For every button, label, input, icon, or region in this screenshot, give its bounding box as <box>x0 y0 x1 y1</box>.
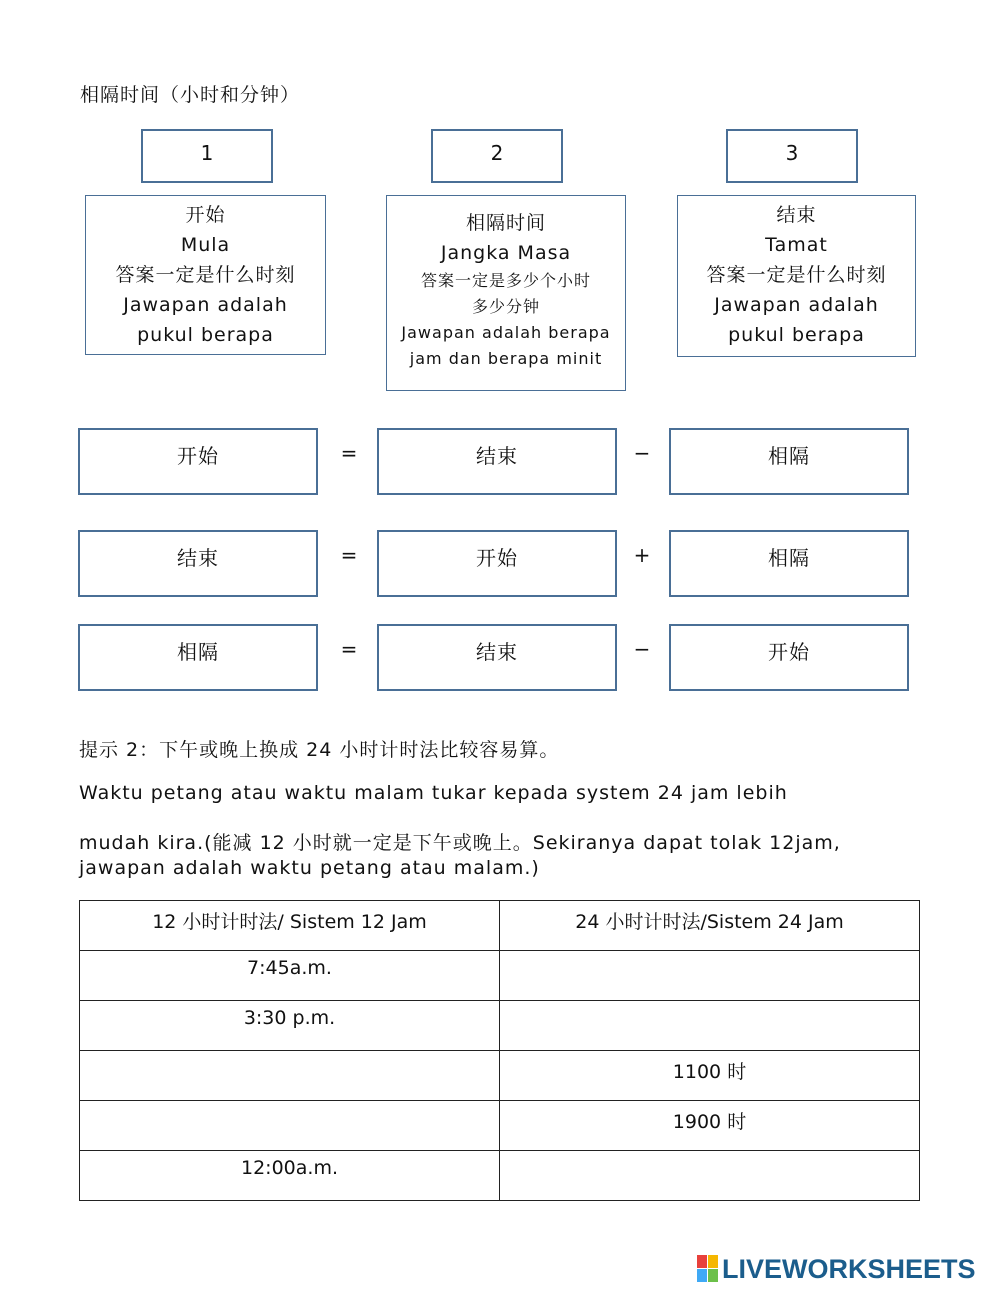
formula-1-b: 相隔 <box>669 428 909 495</box>
card-line: pukul berapa <box>728 324 865 346</box>
formula-1-operator: − <box>633 441 651 465</box>
card-line: 答案一定是什么时刻 <box>115 264 296 286</box>
card-line: 多少分钟 <box>471 297 540 316</box>
card-line: 答案一定是多少个小时 <box>420 271 591 290</box>
card-line: Jangka Masa <box>440 242 572 264</box>
card-line: Jawapan adalah <box>123 294 288 316</box>
step-card-start <box>85 195 326 355</box>
cell-24h: 1100 时 <box>500 1051 920 1101</box>
card-line: 答案一定是什么时刻 <box>706 264 887 286</box>
page-title: 相隔时间（小时和分钟） <box>80 84 301 106</box>
card-line: pukul berapa <box>137 324 274 346</box>
formula-2-a: 开始 <box>377 530 617 597</box>
card-line: Tamat <box>765 234 828 256</box>
formula-2-left: 结束 <box>78 530 318 597</box>
table-row <box>80 1051 920 1101</box>
tip-line-1: 提示 2：下午或晚上换成 24 小时计时法比较容易算。 <box>79 739 560 761</box>
tip-line-2: Waktu petang atau waktu malam tukar kepada system 24 jam lebih <box>79 782 788 804</box>
cell-24h: 1900 时 <box>500 1101 920 1151</box>
table-row <box>80 1151 920 1201</box>
answer-cell-24h[interactable] <box>500 951 920 1001</box>
step-number-1: 1 <box>141 129 273 183</box>
formula-3-b: 开始 <box>669 624 909 691</box>
liveworksheets-logo-text: LIVEWORKSHEETS <box>722 1253 976 1284</box>
answer-cell-24h[interactable] <box>500 1001 920 1051</box>
formula-3-a: 结束 <box>377 624 617 691</box>
cell-12h: 7:45a.m. <box>80 951 500 1001</box>
liveworksheets-logo-icon <box>697 1255 719 1283</box>
step-number-2: 2 <box>431 129 563 183</box>
formula-2-operator: + <box>633 543 651 567</box>
answer-cell-24h[interactable] <box>500 1151 920 1201</box>
table-row <box>80 951 920 1001</box>
liveworksheets-logo[interactable] <box>697 1252 976 1286</box>
tip-line-3: mudah kira.(能减 12 小时就一定是下午或晚上。Sekiranya dapat tolak 12jam, <box>79 832 841 854</box>
table-header-24h: 24 小时计时法/Sistem 24 Jam <box>500 901 920 951</box>
formula-1-equals: = <box>340 441 358 465</box>
table-header-row <box>80 901 920 951</box>
answer-cell-12h[interactable] <box>80 1051 500 1101</box>
formula-3-left: 相隔 <box>78 624 318 691</box>
step-card-end <box>677 195 916 357</box>
card-line: 开始 <box>185 204 226 226</box>
answer-cell-12h[interactable] <box>80 1101 500 1151</box>
formula-1-left: 开始 <box>78 428 318 495</box>
tip-line-4: jawapan adalah waktu petang atau malam.) <box>79 857 540 879</box>
table-header-12h: 12 小时计时法/ Sistem 12 Jam <box>80 901 500 951</box>
card-line: Jawapan adalah <box>714 294 879 316</box>
cell-12h: 12:00a.m. <box>80 1151 500 1201</box>
formula-2-equals: = <box>340 543 358 567</box>
formula-3-equals: = <box>340 637 358 661</box>
card-line: 结束 <box>776 204 817 226</box>
card-line: Mula <box>180 234 231 256</box>
step-number-3: 3 <box>726 129 858 183</box>
step-card-duration <box>386 195 626 391</box>
table-row <box>80 1001 920 1051</box>
table-row <box>80 1101 920 1151</box>
card-line: 相隔时间 <box>465 212 546 234</box>
card-line: Jawapan adalah berapa <box>401 323 611 342</box>
formula-2-b: 相隔 <box>669 530 909 597</box>
formula-3-operator: − <box>633 637 651 661</box>
formula-1-a: 结束 <box>377 428 617 495</box>
conversion-table <box>79 900 920 1201</box>
card-line: jam dan berapa minit <box>409 349 603 368</box>
cell-12h: 3:30 p.m. <box>80 1001 500 1051</box>
